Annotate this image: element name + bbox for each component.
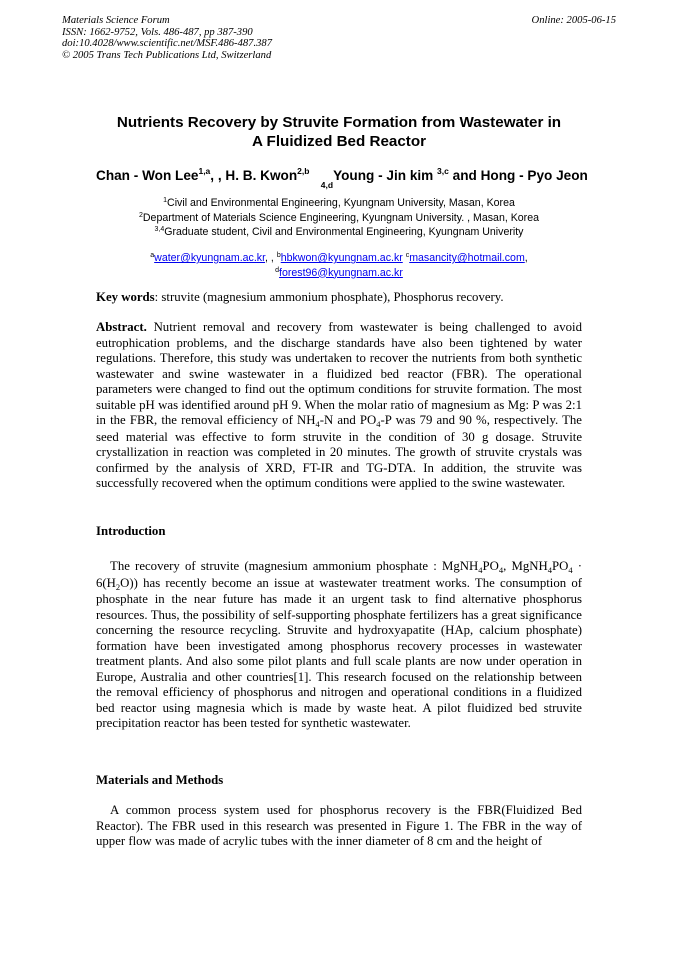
title-line-2: A Fluidized Bed Reactor [251, 133, 427, 150]
journal-name: Materials Science Forum [62, 15, 170, 26]
intro-text-5: · 6(H [96, 559, 582, 590]
author-1-sup: 1,a [198, 166, 211, 176]
author-3-sup: 3,c [437, 166, 449, 176]
author-2-sup: 2,b [297, 166, 310, 176]
online-date: Online: 2005-06-15 [531, 15, 616, 26]
intro-text-2: PO [482, 559, 499, 573]
title-line-1: Nutrients Recovery by Struvite Formation from Wastewater in [116, 114, 562, 131]
email-link-d[interactable]: forest96@kyungnam.ac.kr [279, 266, 403, 279]
intro-text-4: PO [551, 559, 569, 573]
email-c-sup: c [405, 252, 410, 259]
author-1: Chan - Won Lee [96, 168, 199, 183]
affiliation-2 [96, 210, 582, 225]
introduction-paragraph [96, 559, 582, 732]
keywords [96, 290, 582, 306]
email-comma: , [524, 252, 528, 264]
affiliation-2-text: Department of Materials Science Engineering, Kyungnam University. , Masan, Korea [142, 211, 539, 224]
author-4: and Hong - Pyo Jeon [448, 168, 588, 183]
email-a-sup: a [150, 252, 155, 259]
email-link-b[interactable]: hbkwon@kyungnam.ac.kr [280, 252, 403, 264]
intro-text-6: O)) has recently become an issue at wastewater treatment works. The consumption of phosphate in the near future has made it an urgent task to find alternative phosphorus resources. Thus, the possibility of self-supporting phosphate fertilizers has a great significance concerning the resource recycling. Struvite and hydroxyapatite (HAp, calcium phosphate) formation have been investigated among phosphorus recovery processes in wastewater treatment plants. And also some pilot plants and full scale plants are now under operation in Europe, Australia and other countries[1]. This research focused on the relationship between the removal efficiency of phosphorus and nitrogen and operational conditions in a fluidized bed reactor using magnesia which is made by waste heat. A pilot fluidized bed struvite precipitation reactor has been tested for synthetic wastewater. [96, 575, 582, 730]
author-list [96, 162, 588, 190]
affiliation-2-sup: 2 [139, 211, 143, 219]
email-d-sup: d [275, 266, 280, 274]
abstract-text-2: -N and PO [319, 413, 377, 427]
email-sep: , , [265, 252, 277, 264]
keywords-label: Key words [96, 290, 155, 304]
intro-text-3: , MgNH [503, 559, 548, 573]
intro-sub-5: 2 [115, 581, 121, 592]
author-3: Young - Jin kim [333, 168, 434, 183]
abstract-sub-2: 4 [376, 419, 381, 429]
issn-line: ISSN: 1662-9752, Vols. 486-487, pp 387-390 [62, 26, 253, 38]
abstract-text-3: -P was 79 and 90 %, respectively. The seed material was effective to form struvite in the condition of 30 g dosage. Struvite crystallization in reaction was completed in 20 minutes. The growth of struvite crystals was confirmed by the analysis of XRD, FT-IR and TG-DTA. In addition, the struvite was successfully recovered when the optimum conditions were applied to the swine wastewater. [96, 413, 582, 490]
materials-paragraph: A common process system used for phosphorus recovery is the FBR(Fluidized Bed Reactor). The FBR used in this research was presented in Figure 1. The FBR in the way of upper flow was made of acrylic tubes with the inner diameter of 8 cm and the height of [96, 803, 582, 848]
introduction-heading: Introduction [96, 524, 166, 538]
affiliation-3 [96, 224, 582, 239]
email-b-sup: b [276, 252, 281, 259]
copyright-line: © 2005 Trans Tech Publications Ltd, Switzerland [62, 49, 272, 61]
doi-line: doi:10.4028/www.scientific.net/MSF.486-487.387 [62, 38, 272, 50]
abstract-sub-1: 4 [315, 419, 320, 429]
intro-sub-2: 4 [498, 565, 504, 575]
email-list [96, 250, 582, 279]
email-link-a[interactable]: water@kyungnam.ac.kr [154, 252, 266, 264]
affiliations [96, 195, 582, 239]
email-link-c[interactable]: masancity@hotmail.com [409, 252, 525, 264]
author-2: , , H. B. Kwon [210, 168, 298, 183]
affiliation-3-text: Graduate student, Civil and Environmental Engineering, Kyungnam Univerity [164, 226, 524, 238]
author-3-sub: 4,d [320, 180, 334, 190]
intro-sub-1: 4 [478, 565, 483, 575]
abstract-label: Abstract. [96, 320, 147, 334]
intro-text-1: The recovery of struvite (magnesium ammonium phosphate : MgNH [110, 559, 479, 573]
materials-heading: Materials and Methods [96, 773, 224, 787]
affiliation-1 [96, 195, 582, 210]
abstract-text-1: Nutrient removal and recovery from wastewater is being challenged to avoid eutrophication problems, and the discharge standards have also been tightened by water regulations. Therefore, this study was undertaken to recover the nutrients from both synthetic wastewater and swine wastewater in a fluidized bed reactor (FBR). The operational parameters were changed to find out the optimum conditions for struvite formation. The most suitable pH was identified around pH 9. When the molar ratio of magnesium as Mg: P was 2:1 in the FBR, the removal efficiency of NH [96, 320, 582, 427]
affiliation-1-sup: 1 [163, 197, 168, 204]
journal-header [62, 15, 616, 61]
affiliation-1-text: Civil and Environmental Engineering, Kyungnam University, Masan, Korea [167, 197, 515, 209]
intro-sub-3: 4 [547, 565, 552, 575]
keywords-text: : struvite (magnesium ammonium phosphate), Phosphorus recovery. [154, 290, 504, 304]
paper-title [96, 113, 582, 151]
abstract [96, 320, 582, 492]
affiliation-3-sup: 3,4 [154, 226, 165, 233]
intro-sub-4: 4 [568, 565, 573, 575]
